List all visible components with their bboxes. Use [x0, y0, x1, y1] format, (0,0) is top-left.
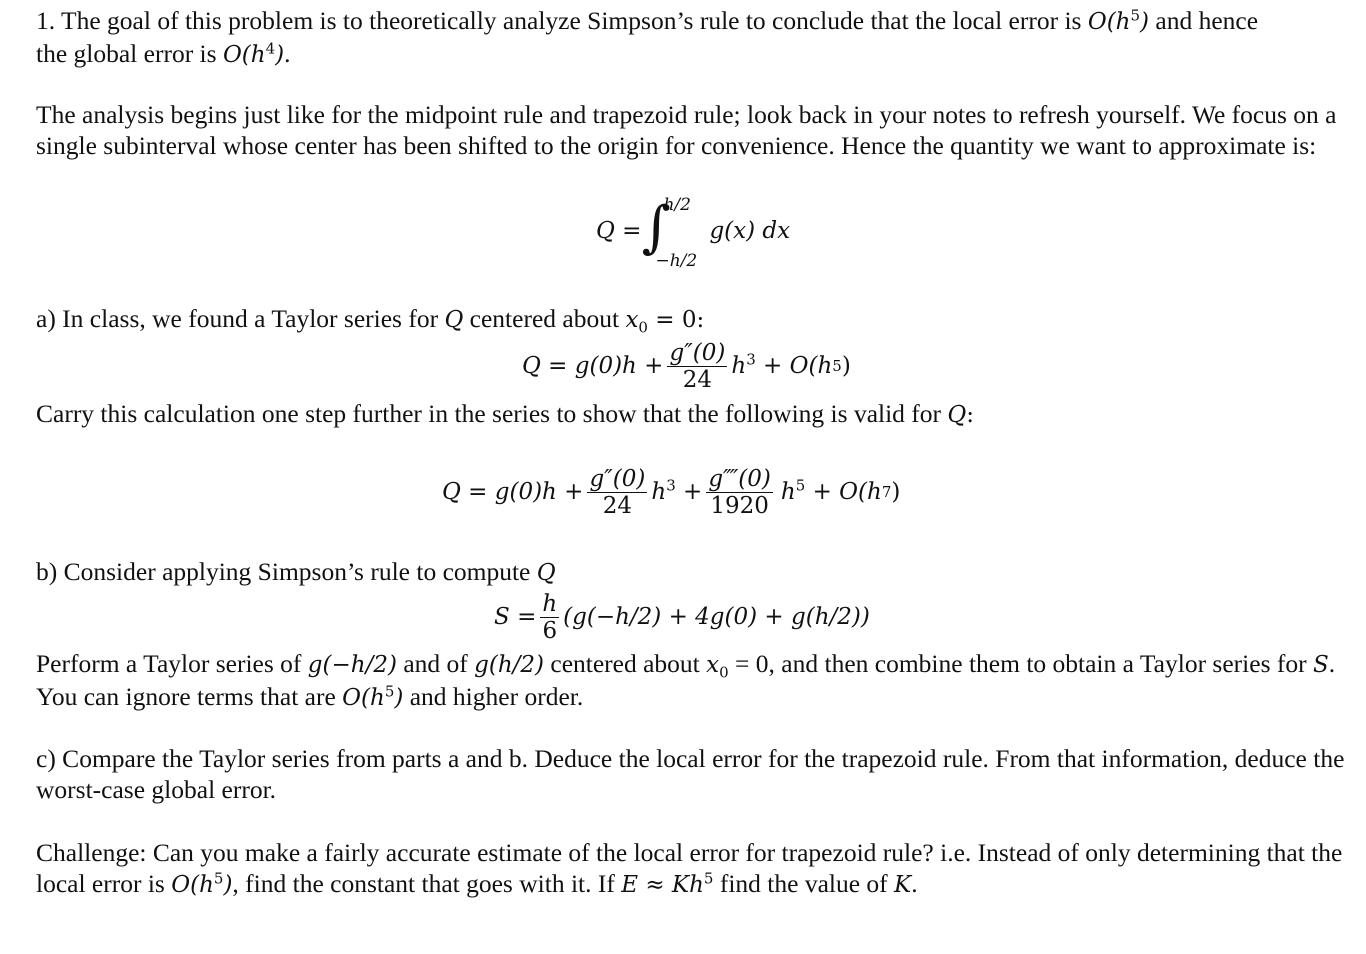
part-a-equation-1: Q = g(0)h + $\frac{g''(0)}{24}$ $h^3$ + O(h 5 ): [522, 339, 851, 393]
integral-upper-limit: h/2: [663, 195, 691, 215]
intro-text-3: the global error is: [36, 39, 223, 68]
eq2-fraction-2: $\frac{g⁗(0)}{1920}$: [708, 465, 771, 519]
simpson-rhs: (g(−h/2) + 4g(0) + g(h/2)): [563, 603, 870, 630]
part-b-text: Perform a Taylor series of g(−h/2) and of g(h/2) centered about $x_0 = 0$, and then combine them to obtain a Taylor series for S. You can ignore terms that are $O(h^5)$ and higher order.: [36, 649, 1336, 711]
q-integral-equation: [596, 195, 791, 271]
part-b-intro: b) Consider applying Simpson’s rule to compute Q: [36, 557, 556, 586]
eq1-fraction: $\frac{g''(0)}{24}$: [669, 339, 726, 393]
analysis-paragraph: The analysis begins just like for the midpoint rule and trapezoid rule; look back in your notes to refresh yourself. We focus on a single subinterval whose center has been shifted to the origin for convenience. Hence the quantity we want to approximate is:: [36, 100, 1337, 160]
local-error-order: $O(h^5)$: [1087, 6, 1150, 35]
global-error-order: $O(h^4)$: [222, 39, 285, 68]
simpson-equation: [494, 588, 870, 646]
carry-text: Carry this calculation one step further in the series to show that the following is valid for Q:: [36, 399, 975, 428]
intro-text-1: 1. The goal of this problem is to theoretically analyze Simpson’s rule to conclude that the local error is: [36, 6, 1088, 35]
part-a-equation-2: Q = g(0)h + $\frac{g''(0)}{24}$ $h^3$ + $\frac{g⁗(0)}{1920}$ $h^5$ + O(h 7 ): [442, 465, 901, 519]
eq2-fraction-1: $\frac{g''(0)}{24}$: [589, 465, 646, 519]
integral-lower-limit: −h/2: [655, 251, 698, 271]
part-a-intro: a) In class, we found a Taylor series for Q centered about $x_0 = 0$:: [36, 304, 705, 337]
integrand: g(x) dx: [709, 217, 791, 244]
challenge-text: Challenge: Can you make a fairly accurate estimate of the local error for trapezoid rule? i.e. Instead of only determining that the local error is $O(h^5)$, find the constant that goes with it. If $E \approx Kh^5$ find the value of K.: [36, 838, 1343, 898]
q-lhs: Q =: [596, 217, 642, 244]
intro-paragraph: 1. The goal of this problem is to theoretically analyze Simpson’s rule to conclude that the local error is $O(h^5)$ and hence the global error is $O(h^4)$.: [36, 6, 1259, 68]
simpson-lhs: S =: [494, 603, 537, 630]
integral-sign: ∫ h/2 −h/2: [641, 196, 681, 266]
simpson-fraction: $\frac{h}{6}$: [542, 590, 558, 644]
eq1-lhs: Q = g(0)h +: [522, 352, 664, 379]
part-c-text: c) Compare the Taylor series from parts a and b. Deduce the local error for the trapezoid rule. From that information, deduce the worst-case global error.: [36, 744, 1345, 804]
eq2-lhs: Q = g(0)h +: [442, 478, 584, 505]
